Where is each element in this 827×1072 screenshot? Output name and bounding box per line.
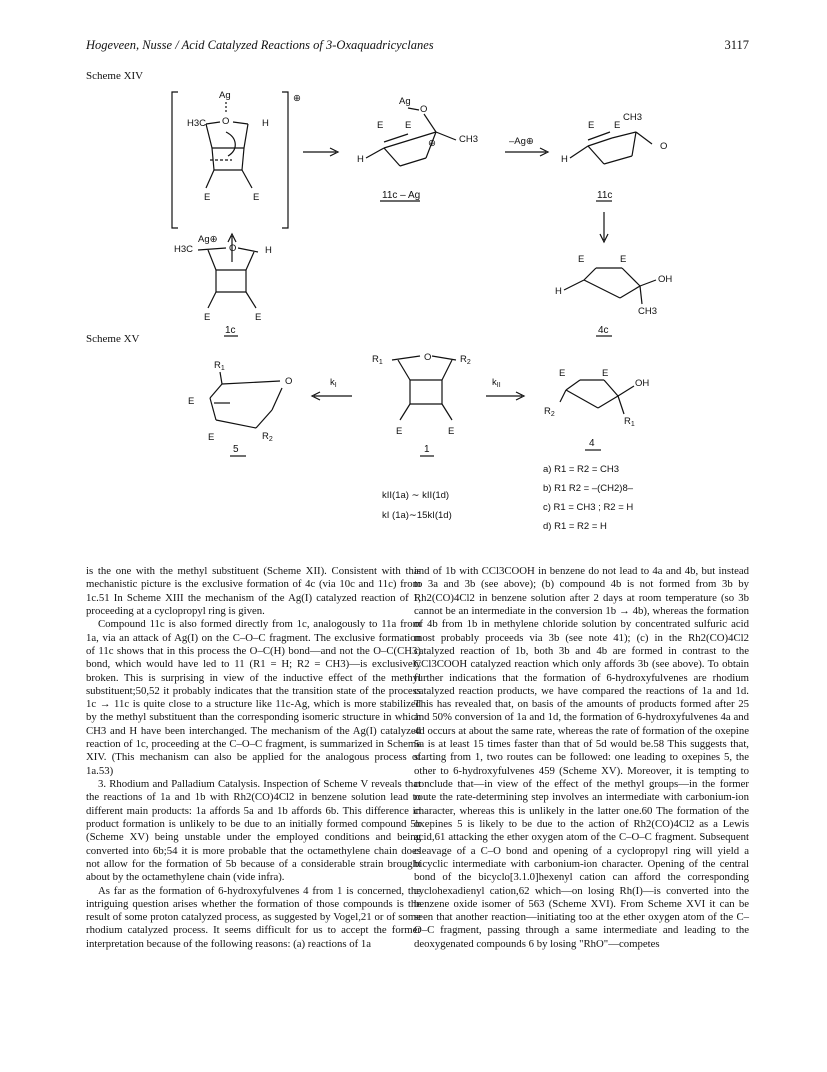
ag-label: Ag <box>399 96 411 107</box>
paragraph: 3. Rhodium and Palladium Catalysis. Inspection of Scheme V reveals that the reactions of 1a and 1b with Rh2(CO)4Cl2 in benzene solution lead to different main products: 1a affords 5a and 1b affords 6b. This difference in product formation is unlikely to be due to an initially formed compound 5b (Scheme XV) being unstable under the employed conditions and being converted into 6b;54 it is more probable that the octamethylene chain does not allow for the formation of 5b because of a considerable strain brought about by the octamethylene chain (vide infra). <box>86 778 421 884</box>
oxygen-label: O <box>420 104 428 115</box>
hydrogen-label: H <box>555 286 562 297</box>
methyl-label: CH3 <box>638 306 658 317</box>
ester-e-label: E <box>588 120 595 131</box>
rate-relation-kii: kII(1a) ∼ kII(1d) <box>382 490 450 501</box>
substituent-a: a) R1 = R2 = CH3 <box>543 464 620 475</box>
page-number: 3117 <box>724 38 749 52</box>
substituent-c: c) R1 = CH3 ; R2 = H <box>543 502 634 513</box>
running-header: Hogeveen, Nusse / Acid Catalyzed Reactions of 3-Oxaquadricyclanes <box>86 38 434 52</box>
r2-label: $R_2$ <box>544 406 555 418</box>
ester-e-label: E <box>208 432 215 443</box>
ester-e-label: E <box>620 254 627 265</box>
ester-e-label: E <box>405 120 412 131</box>
r1-label: $R_1$ <box>624 416 635 428</box>
compound-4-label: 4 <box>589 438 595 449</box>
hydroxyl-label: OH <box>658 274 673 285</box>
header-title: Acid Catalyzed Reactions of 3-Oxaquadricyclanes <box>181 38 434 52</box>
compound-4c-label: 4c <box>598 325 609 336</box>
compound-11c-label: 11c <box>597 190 613 201</box>
scheme-14-label: Scheme XIV <box>86 70 144 82</box>
compound-11c-ag-label: 11c – Ag <box>382 190 421 201</box>
r2-label: $R_2$ <box>262 431 273 443</box>
ester-e-label: E <box>255 312 262 323</box>
substituent-d: d) R1 = R2 = H <box>543 521 607 532</box>
body-right-column <box>414 565 749 951</box>
header-authors: Hogeveen, Nusse <box>86 38 173 52</box>
ester-e-label: E <box>602 368 609 379</box>
paragraph: is the one with the methyl substituent (Scheme XII). Consistent with this mechanistic picture is the exclusive formation of 4c (via 10c and 11c) from 1c.51 In Scheme XIII the mechanism of the Ag(I) catalyzed reaction of 1, proceeding at a cyclopropyl ring is given. <box>86 565 421 617</box>
hydrogen-label: H <box>262 118 269 129</box>
ester-e-label: E <box>578 254 585 265</box>
methyl-label: CH3 <box>459 134 479 145</box>
h3c-label: H3C <box>187 118 207 129</box>
oxygen-label: O <box>222 116 230 127</box>
h3c-label: H3C <box>174 244 194 255</box>
compound-5-label: 5 <box>233 444 239 455</box>
ester-e-label: E <box>204 312 211 323</box>
ester-e-label: E <box>614 120 621 131</box>
ester-e-label: E <box>448 426 455 437</box>
oxygen-label: O <box>424 352 432 363</box>
paragraph: As far as the formation of 6-hydroxyfulvenes 4 from 1 is concerned, the intriguing question arises whether the formation of those compounds is the result of some proton catalyzed process, as suggested by Vogel,21 or of some rhodium catalyzed process. It seems difficult for us to accept the former interpretation because of the following reasons: (a) reactions of 1a <box>86 884 421 950</box>
paragraph: Compound 11c is also formed directly from 1c, analogously to 11a from 1a, via an attack of Ag(I) on the C–O–C fragment. The exclusive formation of 11c shows that in this process the O–C(H) bond—and not the O–C(CH3) bond, which would have led to 11 (R1 = H; R2 = CH3)—is exclusively broken. This is surprising in view of the inductive effect of the methyl substituent;50,52 it probably indicates that the transition state of the process 1c → 11c is quite close to a structure like 11c-Ag, which is more stabilized by the methyl substituent than the corresponding isomeric structure in which CH3 and H have been interchanged. The mechanism of the Ag(I) catalyzed reaction of 1c, proceeding at the C–O–C fragment, is summarized in Scheme XIV. (This mechanism can also be applied for the analogous process of 1a.53) <box>86 618 421 777</box>
r2-label: $R_2$ <box>460 354 471 366</box>
ag-label: Ag <box>219 90 231 101</box>
hydrogen-label: H <box>561 154 568 165</box>
compound-1c-label: 1c <box>225 325 236 336</box>
ester-e-label: E <box>396 426 403 437</box>
rate-relation-ki: kI (1a)∼15kI(1d) <box>382 510 452 521</box>
hydroxyl-label: OH <box>635 378 650 389</box>
paragraph: and of 1b with CCl3COOH in benzene do not lead to 4a and 4b, but instead to 3a and 3b (see above); (b) compound 4b is not formed from 3b by Rh2(CO)4Cl2 in benzene solution after 2 days at room temperature (so 3b cannot be an intermediate in the conversion 1b → 4b), whereas the formation of 4b from 1b in methylene chloride solution by concentrated sulfuric acid most probably proceeds via 3b (see note 41); (c) in the Rh2(CO)4Cl2 catalyzed reaction of 1b, both 3b and 4b are formed in contrast to the CCl3COOH catalyzed reaction which only affords 3b (see above). To obtain further indications that the formation of 6-hydroxyfulvenes are rhodium catalyzed reaction products, we have compared the reactions of 1a and 1d. This has revealed that, on basis of the amounts of products formed after 25 and 50% conversion of 1a and 1d, the formation of 6-hydroxyfulvenes 4a and 4d occurs at about the same rate, whereas the rate of formation of the oxepine 5a is at least 15 times faster than that of 5d would be.58 This suggests that, starting from 1, two routes can be followed: one leading to oxepines 5, the other to 6-hydroxyfulvenes 459 (Scheme XV). Moreover, it is tempting to conclude that—in view of the effect of the methyl groups—in the former route the rate-determining step involves an intermediate with carbonium-ion character, whereas this is unlikely in the latter one.60 The formation of the oxepines 5 is likely to be due to the action of Rh2(CO)4Cl2 as a Lewis acid,61 attacking the ether oxygen atom of the C–O–C fragment. Subsequent cleavage of a C–O bond and opening of a cyclopropyl ring will yield a bicyclic intermediate with carbonium-ion character. Opening of the central bond of the bicyclo[3.1.0]hexenyl cation can afford the corresponding cyclohexadienyl cation,62 which—on losing Rh(I)—is converted into the benzene oxide isomer of 563 (Scheme XVI). From Scheme XVI it can be seen that another reaction—initiating too at the ether oxygen atom of the C–O–C fragment, passing through a same intermediate and leading to the deoxygenated compounds 6 by losing "RhO"—competes <box>414 565 749 950</box>
rate-ki-label: $k_I$ <box>330 377 337 389</box>
ester-e-label: E <box>377 120 384 131</box>
ester-e-label: E <box>559 368 566 379</box>
ester-e-label: E <box>204 192 211 203</box>
ag-loss-label: –Ag⊕ <box>509 136 534 147</box>
body-left-column <box>86 565 421 951</box>
oxygen-label: O <box>660 141 668 152</box>
substituent-b: b) R1 R2 = –(CH2)8– <box>543 483 634 494</box>
compound-1-label: 1 <box>424 444 430 455</box>
r1-label: $R_1$ <box>214 360 225 372</box>
rate-kii-label: $k_{II}$ <box>492 377 501 389</box>
scheme-15-drawing <box>188 352 649 532</box>
oxygen-label: O <box>285 376 293 387</box>
scheme-15-label: Scheme XV <box>86 333 140 345</box>
positive-charge-label: ⊕ <box>293 93 301 104</box>
r1-label: $R_1$ <box>372 354 383 366</box>
hydrogen-label: H <box>265 245 272 256</box>
ester-e-label: E <box>188 396 195 407</box>
oxygen-label: O <box>229 243 237 254</box>
ag-plus-label: Ag⊕ <box>198 234 218 245</box>
hydrogen-label: H <box>357 154 364 165</box>
scheme-14-drawing <box>172 90 672 336</box>
positive-charge-label: ⊕ <box>428 138 436 149</box>
methyl-label: CH3 <box>623 112 643 123</box>
ester-e-label: E <box>253 192 260 203</box>
